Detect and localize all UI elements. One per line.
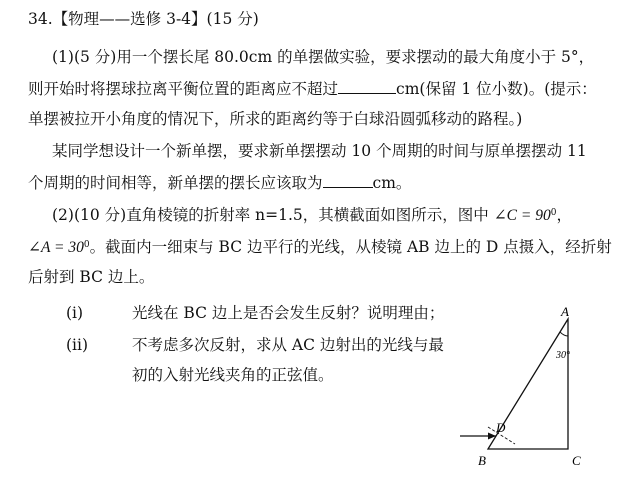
angle-label: 30° [556,350,570,361]
sub-question-1-text: 光线在 BC 边上是否会发生反射？说明理由； [132,304,445,322]
label-b: B [478,453,486,468]
sub-question-2-number: (ii) [66,336,89,354]
answer-blank-1[interactable] [338,79,396,94]
question-header: 34.【物理——选修 3-4】(15 分) [28,10,259,28]
part2-line3: 后射到 BC 边上。 [28,268,155,286]
part1-line5 [28,172,411,194]
sub-question-2-text-line1: 不考虑多次反射，求从 AC 边射出的光线与最 [132,336,444,354]
part2-line1 [52,204,572,227]
part2-line2 [28,236,612,259]
part1-line5-text-a: 个周期的时间相等，新单摆的摆长应该取为 [28,174,323,192]
part1-line4: 某同学想设计一个新单摆，要求新单摆摆动 10 个周期的时间与原单摆摆动 11 [52,142,587,160]
part1-line2-text-a: 则开始时将摆球拉离平衡位置的距离应不超过 [28,80,339,98]
label-a: A [561,305,569,319]
angle-a-degree: 0 [83,240,90,250]
part2-line2-text-c: 。截面内一细束与 BC 边平行的光线，从棱镜 AB 边上的 D 点摄入，经折射 [89,238,612,256]
label-c: C [572,453,581,468]
answer-blank-2[interactable] [323,173,373,188]
angle-c-expression: ∠C = 90 [493,207,551,224]
angle-c-degree: 0 [550,208,557,218]
part1-line2 [28,78,597,100]
sub-question-1-number: (i) [66,304,84,322]
prism-figure [458,305,618,475]
part1-line5-text-b: cm。 [372,174,412,192]
part2-line1-text-a: (2)(10 分)直角棱镜的折射率 n=1.5，其横截面如图所示，图中 [52,206,494,224]
part1-line3: 单摆被拉开小角度的情况下，所求的距离约等于白球沿圆弧移动的路程。) [28,110,523,128]
label-d: D [496,420,506,435]
part1-line1: (1)(5 分)用一个摆长尾 80.0cm 的单摆做实验，要求摆动的最大角度小于 5°， [52,48,595,66]
angle-arc [560,332,568,336]
sub-question-2-text-line2: 初的入射光线夹角的正弦值。 [132,366,334,384]
angle-a-expression: ∠A = 30 [28,239,84,256]
part2-line1-text-d: ， [556,206,572,224]
part1-line2-text-b: cm(保留 1 位小数)。(提示： [396,80,597,98]
